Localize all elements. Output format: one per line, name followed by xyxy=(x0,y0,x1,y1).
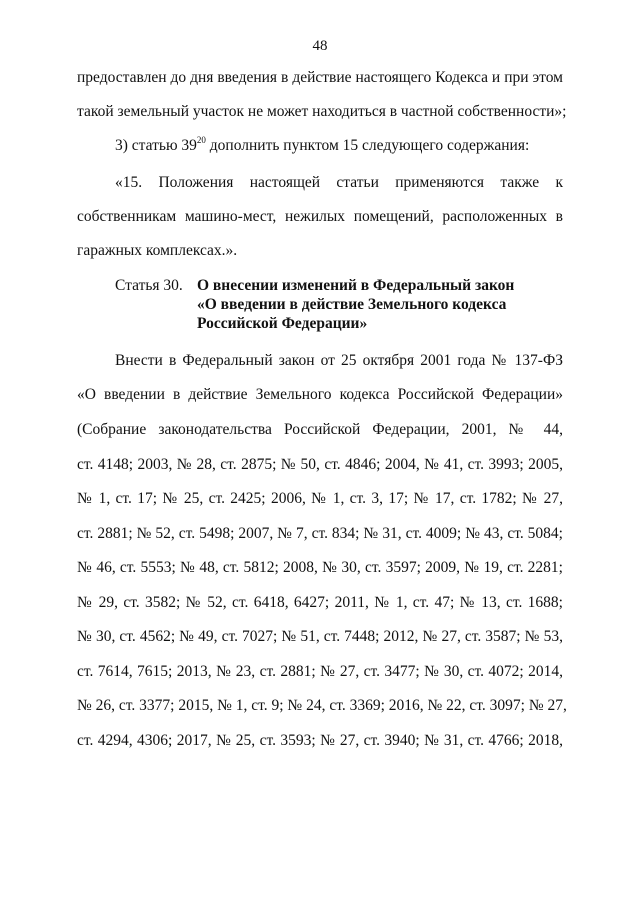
body-line: № 29, ст. 3582; № 52, ст. 6418, 6427; 2011, № 1, ст. 47; № 13, ст. 1688; xyxy=(77,594,563,611)
body-line: № 46, ст. 5553; № 48, ст. 5812; 2008, № 30, ст. 3597; 2009, № 19, ст. 2281; xyxy=(77,559,563,576)
body-line: № 26, ст. 3377; 2015, № 1, ст. 9; № 24, ст. 3369; 2016, № 22, ст. 3097; № 27, xyxy=(77,697,567,714)
body-line: № 1, ст. 17; № 25, ст. 2425; 2006, № 1, ст. 3, 17; № 17, ст. 1782; № 27, xyxy=(77,490,563,507)
superscript-number: 20 xyxy=(196,135,206,145)
body-line: ст. 4294, 4306; 2017, № 25, ст. 3593; № 27, ст. 3940; № 31, ст. 4766; 2018, xyxy=(77,732,563,749)
body-line: ст. 7614, 7615; 2013, № 23, ст. 2881; № 27, ст. 3477; № 30, ст. 4072; 2014, xyxy=(77,663,563,680)
point-15-line: собственникам машино-мест, нежилых помещений, расположенных в xyxy=(77,208,563,225)
paragraph-line: предоставлен до дня введения в действие настоящего Кодекса и при этом xyxy=(77,69,563,86)
article-label: Статья 30. xyxy=(115,277,183,294)
page-number: 48 xyxy=(312,38,328,54)
article-title-line: Российской Федерации» xyxy=(197,315,368,332)
body-line: «О введении в действие Земельного кодекса Российской Федерации» xyxy=(77,386,563,403)
article-title-line: О внесении изменений в Федеральный закон xyxy=(197,277,515,294)
article-title-line: «О введении в действие Земельного кодекса xyxy=(197,296,507,313)
body-line: Внести в Федеральный закон от 25 октября 2001 года № 137-ФЗ xyxy=(115,352,563,369)
body-line: ст. 4148; 2003, № 28, ст. 2875; № 50, ст. 4846; 2004, № 41, ст. 3993; 2005, xyxy=(77,456,563,473)
body-line: (Собрание законодательства Российской Федерации, 2001, № 44, xyxy=(77,421,563,438)
point-15-line: гаражных комплексах.». xyxy=(77,242,238,259)
paragraph-line: такой земельный участок не может находиться в частной собственности»; xyxy=(77,103,567,120)
body-line: № 30, ст. 4562; № 49, ст. 7027; № 51, ст. 7448; 2012, № 27, ст. 3587; № 53, xyxy=(77,628,563,645)
item-3-text-end: дополнить пунктом 15 следующего содержания: xyxy=(205,137,530,154)
item-3-line xyxy=(115,136,563,156)
body-line: ст. 2881; № 52, ст. 5498; 2007, № 7, ст. 834; № 31, ст. 4009; № 43, ст. 5084; xyxy=(77,525,563,542)
point-15-line: «15. Положения настоящей статьи применяются также к xyxy=(115,174,563,191)
item-3-text: 3) статью 39 xyxy=(115,137,197,154)
